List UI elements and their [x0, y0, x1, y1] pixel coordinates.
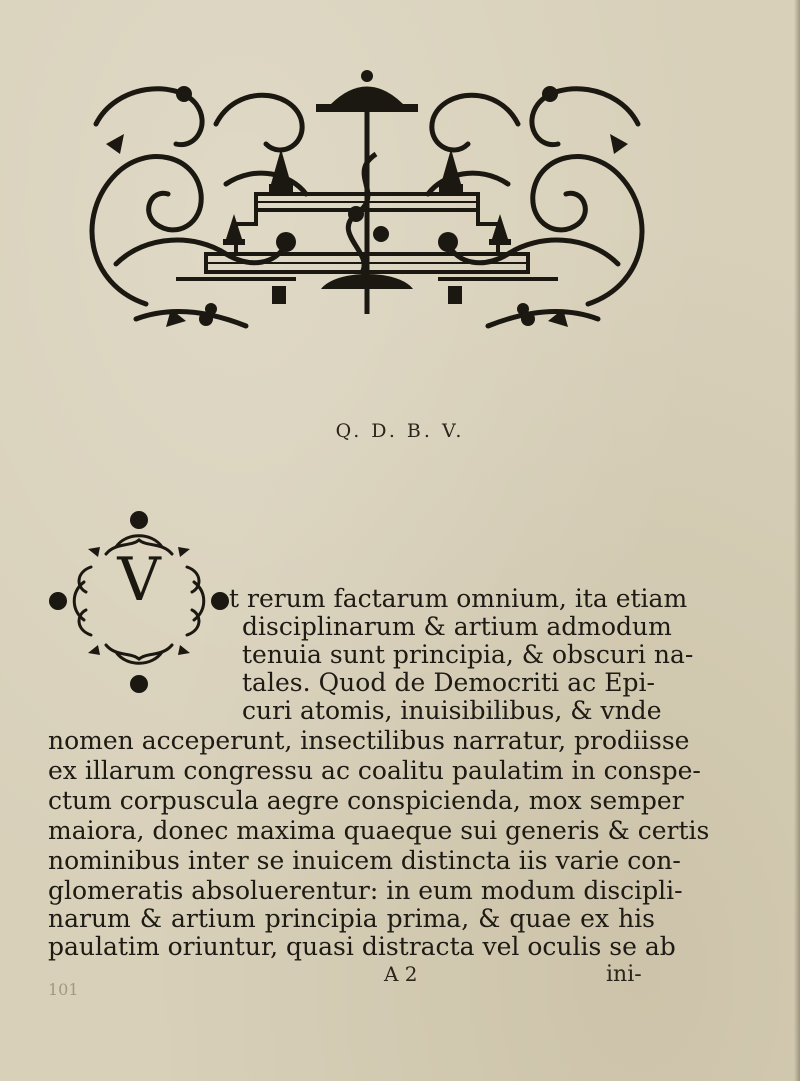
body-line: narum & artium principia prima, & quae ex his — [48, 904, 655, 933]
decorated-initial — [46, 502, 232, 700]
initial-letter: V — [117, 545, 161, 615]
page-edge-shadow — [794, 0, 800, 1081]
catchword: ini- — [606, 962, 642, 987]
body-line: disciplinarum & artium admodum — [242, 612, 672, 641]
body-line: ex illarum congressu ac coalitu paulatim in conspe- — [48, 756, 701, 785]
qdbv-heading: Q. D. B. V. — [335, 420, 465, 442]
headpiece-ornament — [76, 64, 658, 330]
body-line: nomen acceperunt, insectilibus narratur, prodiisse — [48, 726, 690, 755]
body-line: glomeratis absoluerentur: in eum modum discipli- — [48, 876, 683, 905]
body-line: curi atomis, inuisibilibus, & vnde — [242, 696, 662, 725]
body-line: paulatim oriuntur, quasi distracta vel oculis se ab — [48, 932, 676, 961]
body-line: tenuia sunt principia, & obscuri na- — [242, 640, 694, 669]
body-line: nominibus inter se inuicem distincta iis varie con- — [48, 846, 681, 875]
bleed-through-text: 101 — [48, 980, 79, 999]
body-line: ctum corpuscula aegre conspicienda, mox semper — [48, 786, 684, 815]
body-line: tales. Quod de Democriti ac Epi- — [242, 668, 655, 697]
body-line: maiora, donec maxima quaeque sui generis & certis — [48, 816, 710, 845]
body-line: t rerum factarum omnium, ita etiam — [229, 584, 688, 613]
signature-mark: A 2 — [384, 962, 418, 986]
